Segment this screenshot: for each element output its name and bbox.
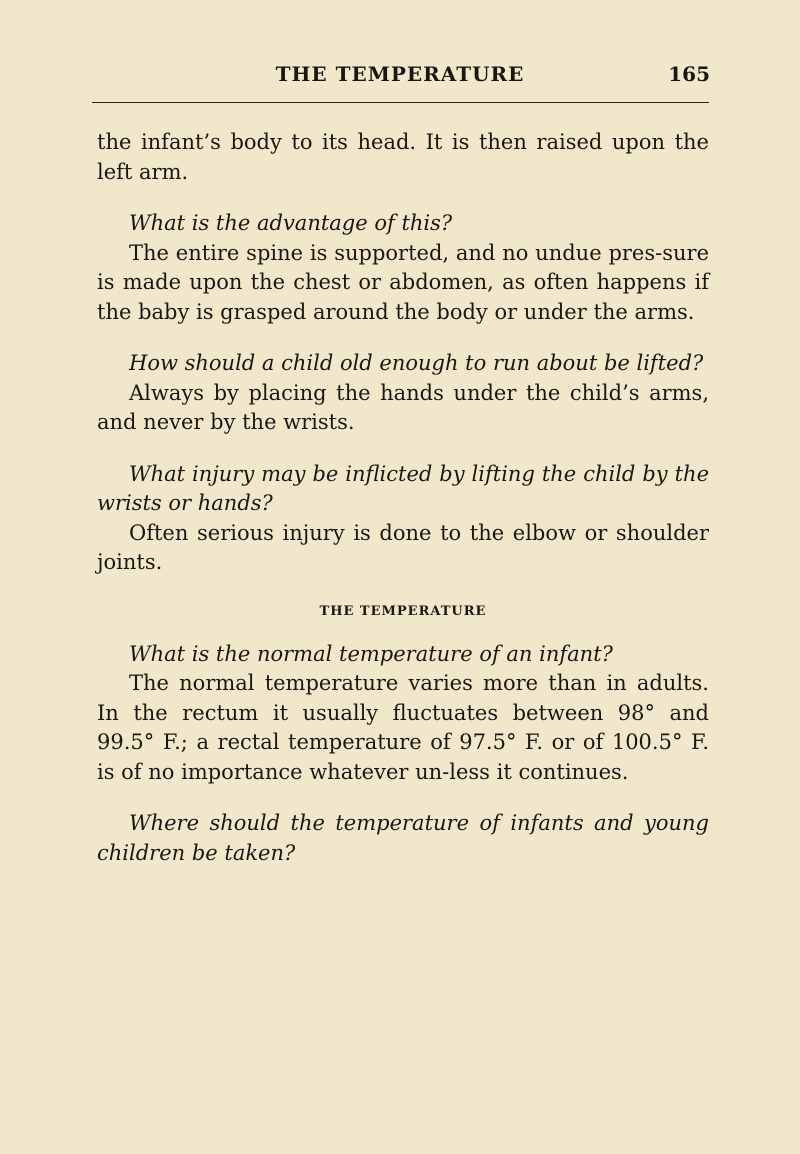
answer-injury: Often serious injury is done to the elbow or shoulder joints. [97, 520, 709, 574]
body-text [97, 128, 709, 868]
answer-normal-temperature: The normal temperature varies more than in adults. In the rectum it usually fluctuates between 98° and 99.5° F.; a rectal temperature of 97.5° F. or of 100.5° F. is of no importance whatever un-less it continues. [97, 671, 709, 784]
paragraph-continuation: the infant’s body to its head. It is then raised upon the left arm. [97, 130, 709, 184]
question-advantage: What is the advantage of this? [129, 211, 453, 235]
header-rule [92, 102, 709, 103]
question-injury: What injury may be inflicted by lifting the child by the wrists or hands? [97, 461, 709, 515]
question-where-taken: Where should the temperature of infants and young children be taken? [97, 811, 709, 865]
running-title: THE TEMPERATURE [275, 62, 525, 86]
answer-advantage: The entire spine is supported, and no undue pres-sure is made upon the chest or abdomen, as often happens if the baby is grasped around the body or under the arms. [97, 240, 709, 324]
question-normal-temperature: What is the normal temperature of an infant? [129, 641, 613, 666]
question-lifting-child: How should a child old enough to run about be lifted? [129, 351, 704, 375]
running-head [90, 62, 710, 90]
section-heading: THE TEMPERATURE [319, 603, 487, 619]
page-number: 165 [668, 62, 710, 86]
answer-lifting-child: Always by placing the hands under the child’s arms, and never by the wrists. [97, 380, 709, 434]
